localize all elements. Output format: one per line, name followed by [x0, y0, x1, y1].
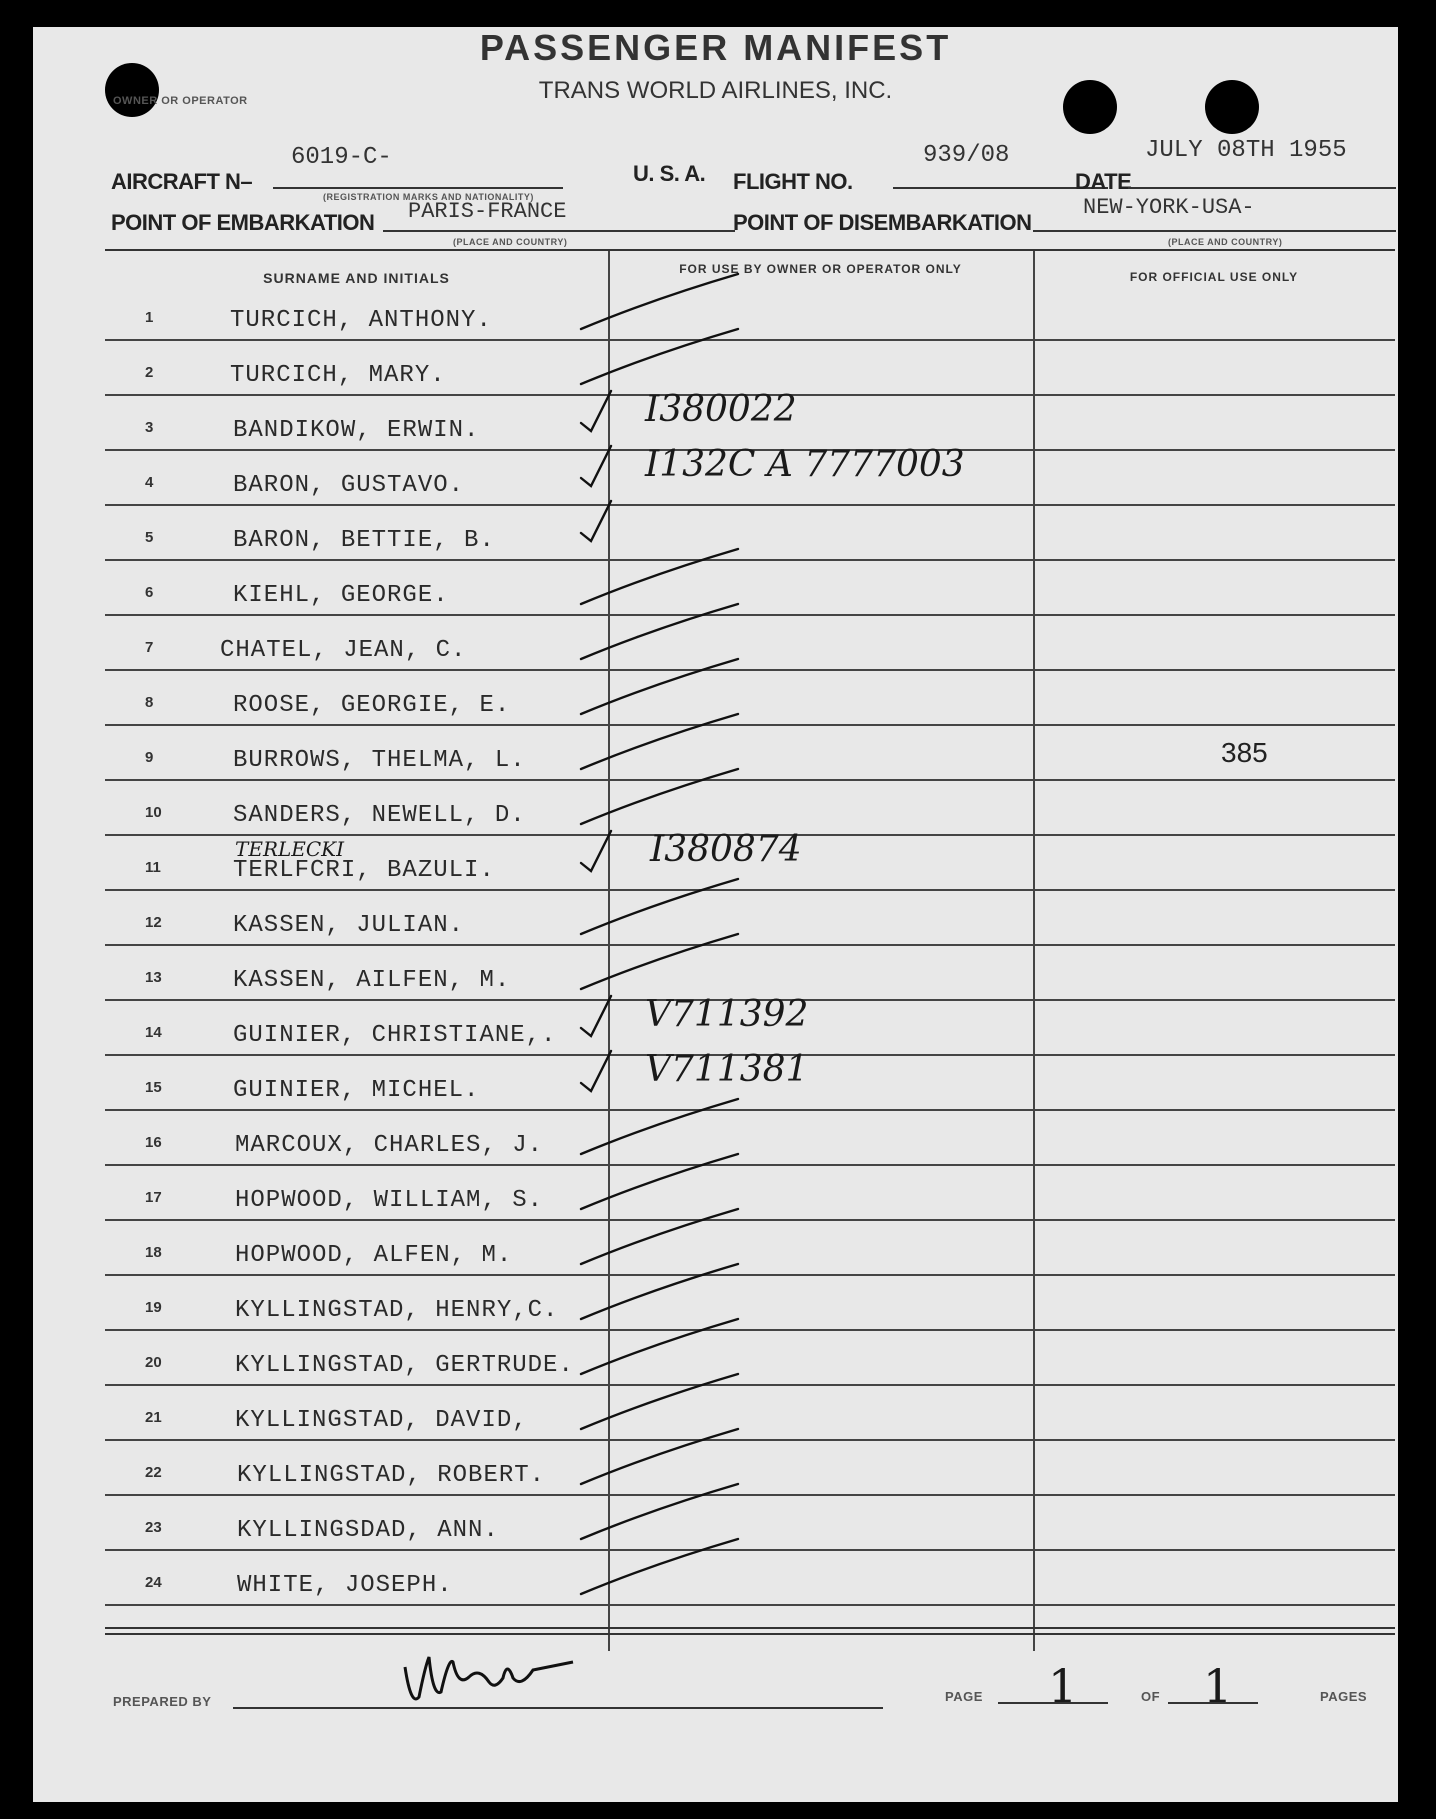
check-mark	[581, 446, 611, 486]
row-number: 20	[145, 1354, 162, 1371]
document-title: PASSENGER MANIFEST	[479, 27, 952, 68]
check-mark	[581, 391, 611, 431]
row-number: 6	[145, 584, 154, 601]
name-correction: TERLECKI	[235, 837, 345, 861]
document-number-note: I380874	[650, 829, 802, 870]
row-number: 21	[145, 1409, 162, 1426]
passenger-name: CHATEL, JEAN, C.	[220, 637, 467, 664]
slash-mark	[581, 659, 738, 714]
slash-mark	[581, 1429, 738, 1484]
of-label: OF	[1141, 1689, 1161, 1704]
slash-mark	[581, 879, 738, 934]
slash-mark	[581, 1154, 738, 1209]
row-number: 10	[145, 804, 162, 821]
embarkation-label: POINT OF EMBARKATION	[111, 210, 375, 235]
document-number-note: V711392	[645, 994, 809, 1035]
row-number: 18	[145, 1244, 162, 1261]
total-pages: 1	[1203, 1659, 1233, 1713]
row-number: 9	[145, 749, 154, 766]
passenger-name: TURCICH, MARY.	[230, 362, 446, 389]
passenger-name: GUINIER, MICHEL.	[233, 1077, 480, 1104]
passenger-name: KASSEN, JULIAN.	[233, 912, 465, 939]
passenger-name: KYLLINGSTAD, HENRY,C.	[235, 1297, 559, 1324]
slash-mark	[581, 604, 738, 659]
usa-label: U. S. A.	[633, 161, 706, 186]
passenger-name: BARON, BETTIE, B.	[233, 527, 495, 554]
place-country-note: (PLACE AND COUNTRY)	[453, 237, 568, 247]
handwriting-layer	[33, 27, 1398, 1802]
registration-note: (REGISTRATION MARKS AND NATIONALITY)	[323, 192, 534, 202]
passenger-name: TERLFCRI, BAZULI.	[233, 857, 495, 884]
passenger-name: ROOSE, GEORGIE, E.	[233, 692, 511, 719]
airline-name: TRANS WORLD AIRLINES, INC.	[538, 77, 893, 104]
slash-mark	[581, 934, 738, 989]
slash-mark	[581, 1539, 738, 1594]
slash-mark	[581, 714, 738, 769]
passenger-name: KYLLINGSDAD, ANN.	[237, 1517, 499, 1544]
row-number: 19	[145, 1299, 162, 1316]
passenger-name: BANDIKOW, ERWIN.	[233, 417, 480, 444]
passenger-name: MARCOUX, CHARLES, J.	[235, 1132, 544, 1159]
slash-mark	[581, 1319, 738, 1374]
aircraft-label: AIRCRAFT N–	[111, 169, 253, 194]
passenger-name: KYLLINGSTAD, ROBERT.	[237, 1462, 546, 1489]
row-number: 22	[145, 1464, 162, 1481]
check-mark	[581, 501, 611, 541]
row-number: 11	[145, 859, 161, 876]
slash-mark	[581, 274, 738, 329]
row-number: 7	[145, 639, 154, 656]
passenger-name: HOPWOOD, ALFEN, M.	[235, 1242, 513, 1269]
aircraft-value: 6019-C-	[291, 144, 392, 171]
prepared-by-label: PREPARED BY	[113, 1694, 212, 1709]
date-label: DATE	[1075, 169, 1132, 194]
passenger-name: TURCICH, ANTHONY.	[230, 307, 492, 334]
passenger-name: GUINIER, CHRISTIANE,.	[233, 1022, 557, 1049]
passenger-name: BURROWS, THELMA, L.	[233, 747, 526, 774]
row-number: 14	[145, 1024, 162, 1041]
slash-mark	[581, 329, 738, 384]
flight-label: FLIGHT NO.	[733, 169, 853, 194]
disembarkation-value: NEW-YORK-USA-	[1083, 195, 1255, 220]
row-number: 1	[145, 309, 154, 326]
row-number: 8	[145, 694, 154, 711]
passenger-name: KYLLINGSTAD, DAVID,	[235, 1407, 528, 1434]
column-header-surname: SURNAME AND INITIALS	[263, 270, 450, 286]
pages-label: PAGES	[1320, 1689, 1368, 1704]
row-number: 17	[145, 1189, 162, 1206]
row-number: 4	[145, 474, 154, 491]
row-number: 12	[145, 914, 162, 931]
document-number-note: I132C A 7777003	[645, 444, 965, 485]
check-mark	[581, 996, 611, 1036]
place-country-note-2: (PLACE AND COUNTRY)	[1168, 237, 1283, 247]
date-value: JULY 08TH 1955	[1145, 137, 1347, 164]
slash-mark	[581, 769, 738, 824]
page-number: 1	[1048, 1659, 1078, 1713]
disembarkation-label: POINT OF DISEMBARKATION	[733, 210, 1032, 235]
row-number: 24	[145, 1574, 162, 1591]
row-number: 2	[145, 364, 154, 381]
slash-mark	[581, 1484, 738, 1539]
owner-operator-label: OWNER OR OPERATOR	[113, 95, 248, 107]
passenger-name: BARON, GUSTAVO.	[233, 472, 465, 499]
check-mark	[581, 1051, 611, 1091]
flight-value: 939/08	[923, 142, 1010, 169]
signature	[405, 1657, 573, 1699]
passenger-name: HOPWOOD, WILLIAM, S.	[235, 1187, 544, 1214]
row-number: 13	[145, 969, 162, 986]
manifest-sheet	[33, 27, 1398, 1802]
slash-mark	[581, 1264, 738, 1319]
row-number: 23	[145, 1519, 162, 1536]
official-number: 385	[1221, 737, 1268, 768]
embarkation-value: PARIS-FRANCE	[408, 199, 567, 224]
row-number: 5	[145, 529, 154, 546]
column-header-operator: FOR USE BY OWNER OR OPERATOR ONLY	[679, 262, 962, 276]
column-header-official: FOR OFFICIAL USE ONLY	[1129, 270, 1299, 284]
document-number-note: I380022	[645, 389, 797, 430]
check-mark	[581, 831, 611, 871]
slash-mark	[581, 1099, 738, 1154]
row-number: 15	[145, 1079, 162, 1096]
row-number: 3	[145, 419, 154, 436]
slash-mark	[581, 1374, 738, 1429]
passenger-name: KIEHL, GEORGE.	[233, 582, 449, 609]
slash-mark	[581, 549, 738, 604]
passenger-name: KASSEN, AILFEN, M.	[233, 967, 511, 994]
document-number-note: V711381	[645, 1049, 809, 1090]
passenger-name: KYLLINGSTAD, GERTRUDE.	[235, 1352, 574, 1379]
slash-mark	[581, 1209, 738, 1264]
page-label: PAGE	[945, 1689, 983, 1704]
row-number: 16	[145, 1134, 162, 1151]
passenger-name: WHITE, JOSEPH.	[237, 1572, 453, 1599]
passenger-name: SANDERS, NEWELL, D.	[233, 802, 526, 829]
